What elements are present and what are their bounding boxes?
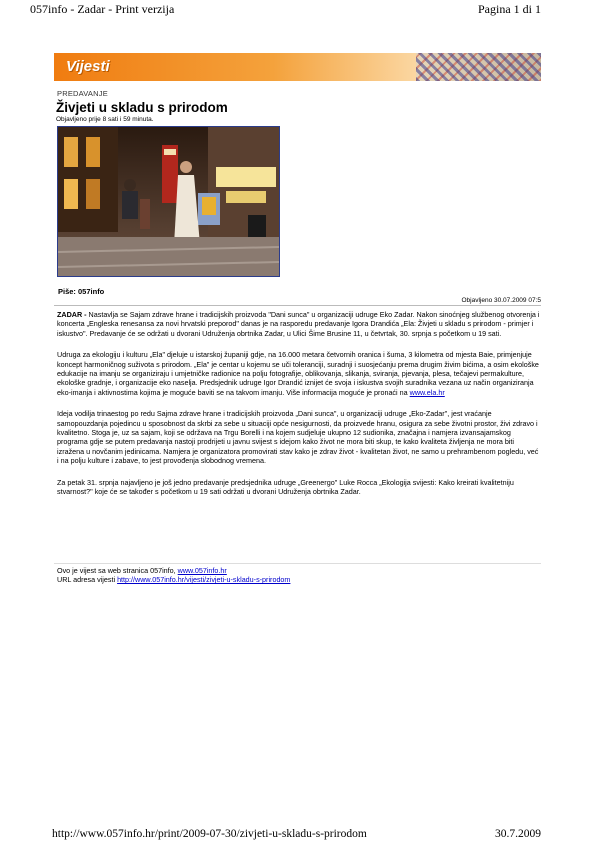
section-banner [54, 53, 541, 81]
print-footer-url: http://www.057info.hr/print/2009-07-30/zivjeti-u-skladu-s-prirodom [52, 828, 367, 840]
url-label: URL adresa vijesti [57, 575, 118, 585]
article-published-ago: Objavljeno prije 8 sati i 59 minuta. [56, 116, 154, 123]
street-performance-photo [58, 127, 279, 276]
url-line [57, 575, 290, 584]
print-header-page: Pagina 1 di 1 [478, 2, 541, 16]
paragraph-1 [57, 310, 541, 338]
paragraph-1-text: Nastavlja se Sajam zdrave hrane i tradicijskih proizvoda "Dani sunca" u organizaciji udruge Eko Zadar. Nakon sinoćnjeg službenog otvorenja i koncerta „Engleska renesansa za novi hrvatski preporod" danas je na rasporedu predavanje Igora Drandića „Ela: Živjeti u skladu s prirodom - primjer i iskustvo". Predavanje će se održati u dvorani Udruženja obrtnika Zadar, u Ulici Šime Brusine 11, u četvrtak, 30. srpnja s početkom u 19 sati. [57, 310, 540, 338]
article-title: Živjeti u skladu s prirodom [56, 100, 228, 115]
article-category: PREDAVANJE [57, 89, 108, 98]
divider [54, 305, 541, 306]
print-footer-date: 30.7.2009 [495, 828, 541, 840]
section-title: Vijesti [66, 58, 110, 75]
source-line [57, 566, 290, 575]
ela-link[interactable]: www.ela.hr [409, 387, 445, 397]
article-url-link[interactable]: http://www.057info.hr/vijesti/zivjeti-u-skladu-s-prirodom [117, 575, 291, 585]
article-body [57, 310, 541, 509]
paragraph-4 [57, 478, 541, 497]
paragraph-2-text: Udruga za ekologiju i kulturu „Ela" djeluje u istarskoj županiji gdje, na 16.000 metara četvornih oranica i šuma, 3 kilometra od mjesta Baie, primjenjuje koncept harmoničnog suživota s prirodom. „Ela" je centar u kojemu se uči toleranciji, suradnji i suosjećanju prema drugim živim bićima, a osim ekološke edukacije na imanju se organiziraju i umjetničke radionice na polju fotografije, oblikovanja, slikanja, sviranja, pjevanja, plesa, tečajevi permakulture, ekološke gradnje, i organizacije eko naselja. Predsjednik udruge Igor Drandić iznijet će svoja i iskustva svojih suradnika vezana uz način organiziranja eko-imanja i aktivnostima kojima je moguće baviti se na takvom imanju. Više informacija moguće je pronaći na [57, 350, 539, 397]
paragraph-2 [57, 350, 541, 397]
article-photo [57, 126, 280, 277]
banner-decoration-image [416, 53, 541, 81]
paragraph-3-text: Ideja vodilja trinaestog po redu Sajma zdrave hrane i tradicijskih proizvoda „Dani sunca", u organizaciji udruge „Eko-Zadar", jest vraćanje samopouzdanja pojedincu u sposobnost da skrbi za sebe u situaciji opće nesigurnosti, da proizvede hranu, osigura za sebe životni prostor, živi zdravo i kvalitetno. Stoga je, uz sa sajam, koji se održava na Trgu Borelli i na kojem sudjeluje ukupno 12 sudionika, značajna i namjera izvansajamskog programa gdje se putem predavanja nastoji prodrijeti u javnu svijest s idejom kako život ne mora biti skup, te kako kvaliteta življenja ne mora biti izražena u novčanim jedinicama. Namjera je organizatora promovirati stav kako je zdrav život - kvalitetan život, ne samo u prehrambenom pogledu, već i na polju kulture i zabave, to jest provođenja slobodnog vremena. [57, 409, 539, 466]
dateline: ZADAR - [57, 310, 89, 319]
paragraph-3 [57, 409, 541, 465]
print-header-title: 057info - Zadar - Print verzija [30, 2, 175, 16]
paragraph-4-text: Za petak 31. srpnja najavljeno je još jedno predavanje predsjednika udruge „Greenergo" Luke Rocca „Ekologija svijesti: Kako kreirati kvalitetniju stvarnost?" koje će se također s početkom u 19 sati održati u dvorani Udruženja obrtnika Zadar. [57, 477, 514, 497]
article-date: Objavljeno 30.07.2009 07:5 [461, 297, 541, 304]
source-text: Ovo je vijest sa web stranica 057info, [57, 566, 178, 575]
divider [54, 563, 541, 564]
print-footer [52, 828, 541, 842]
source-info [57, 566, 290, 585]
article-author: Piše: 057info [58, 287, 105, 296]
site-link[interactable]: www.057info.hr [177, 566, 227, 575]
print-header [30, 2, 541, 16]
